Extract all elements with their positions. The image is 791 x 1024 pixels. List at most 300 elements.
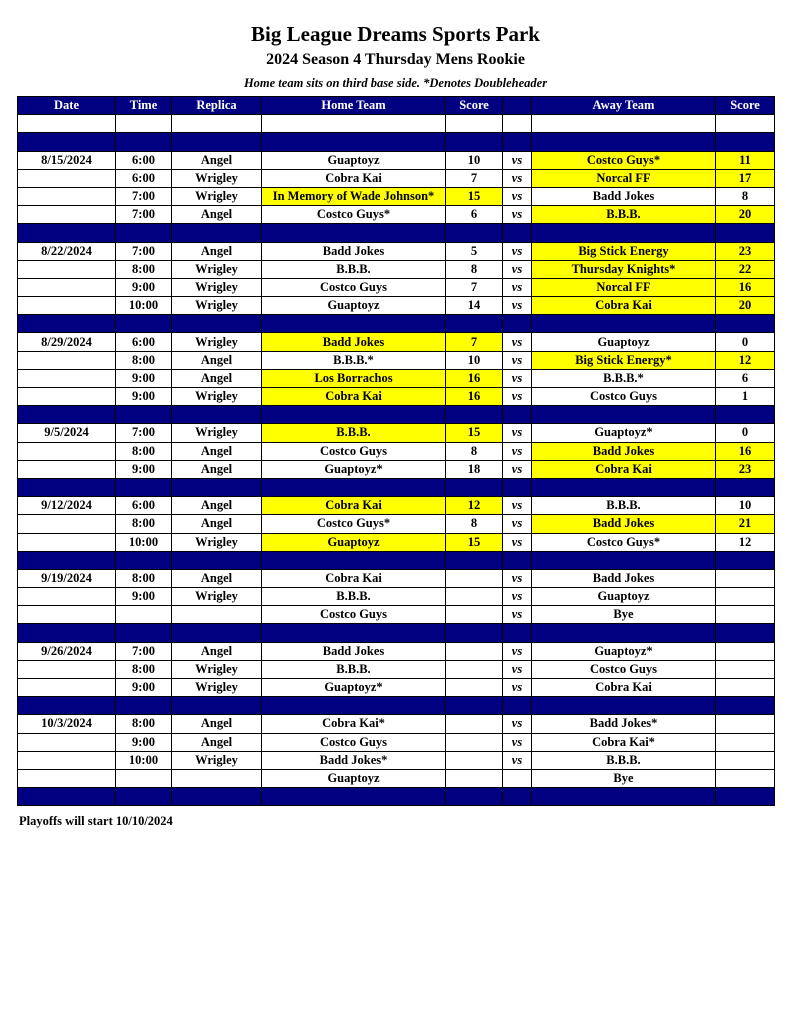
table-row — [18, 751, 775, 769]
home-score-cell — [446, 642, 503, 660]
date-cell — [18, 533, 116, 551]
vs-cell: vs — [503, 442, 532, 460]
date-cell — [18, 515, 116, 533]
home-score-cell — [446, 660, 503, 678]
divider-cell — [446, 315, 503, 333]
home-score-cell: 18 — [446, 460, 503, 478]
divider-cell — [716, 624, 775, 642]
home-score-cell: 6 — [446, 206, 503, 224]
replica-cell: Angel — [172, 642, 262, 660]
page-title: Big League Dreams Sports Park — [251, 22, 540, 46]
home-score-cell: 15 — [446, 533, 503, 551]
date-cell — [18, 187, 116, 205]
home-score-cell — [446, 569, 503, 587]
divider-cell — [172, 315, 262, 333]
table-row — [18, 733, 775, 751]
table-row — [18, 442, 775, 460]
time-cell: 9:00 — [116, 588, 172, 606]
home-team-cell: Cobra Kai — [262, 497, 446, 515]
divider-cell — [18, 224, 116, 242]
away-score-cell — [716, 715, 775, 733]
away-team-cell: Cobra Kai — [532, 460, 716, 478]
away-team-cell: B.B.B.* — [532, 369, 716, 387]
home-team-cell: Costco Guys — [262, 442, 446, 460]
divider-cell — [532, 788, 716, 806]
divider-cell — [116, 224, 172, 242]
divider-cell — [532, 551, 716, 569]
home-score-cell: 8 — [446, 515, 503, 533]
time-cell — [116, 769, 172, 787]
table-row — [18, 606, 775, 624]
replica-cell: Wrigley — [172, 260, 262, 278]
time-cell: 8:00 — [116, 260, 172, 278]
away-team-cell: Norcal FF — [532, 169, 716, 187]
vs-cell: vs — [503, 278, 532, 296]
away-team-cell: Badd Jokes — [532, 442, 716, 460]
away-team-cell: Costco Guys — [532, 660, 716, 678]
away-team-cell: B.B.B. — [532, 206, 716, 224]
away-team-cell: Norcal FF — [532, 278, 716, 296]
home-team-cell: Los Borrachos — [262, 369, 446, 387]
home-team-cell: Cobra Kai — [262, 569, 446, 587]
away-team-cell: Cobra Kai* — [532, 733, 716, 751]
date-cell — [18, 369, 116, 387]
date-cell: 8/29/2024 — [18, 333, 116, 351]
away-score-cell — [716, 606, 775, 624]
week-divider — [18, 697, 775, 715]
home-team-cell: B.B.B. — [262, 260, 446, 278]
week-divider — [18, 788, 775, 806]
divider-cell — [116, 551, 172, 569]
replica-cell: Wrigley — [172, 187, 262, 205]
replica-cell: Wrigley — [172, 533, 262, 551]
home-score-cell: 8 — [446, 442, 503, 460]
schedule-body — [18, 115, 775, 806]
divider-cell — [716, 788, 775, 806]
date-cell — [18, 460, 116, 478]
time-cell: 8:00 — [116, 351, 172, 369]
date-cell: 8/22/2024 — [18, 242, 116, 260]
date-cell: 9/19/2024 — [18, 569, 116, 587]
home-score-cell — [446, 606, 503, 624]
time-cell: 8:00 — [116, 569, 172, 587]
divider-cell — [262, 406, 446, 424]
away-team-cell: Guaptoyz* — [532, 424, 716, 442]
away-score-cell — [716, 751, 775, 769]
away-score-cell: 16 — [716, 442, 775, 460]
away-team-cell: B.B.B. — [532, 497, 716, 515]
away-score-cell: 0 — [716, 333, 775, 351]
divider-cell — [262, 624, 446, 642]
home-score-cell — [446, 769, 503, 787]
away-team-cell: Cobra Kai — [532, 297, 716, 315]
column-header: Score — [446, 97, 503, 115]
divider-cell — [18, 315, 116, 333]
replica-cell: Wrigley — [172, 297, 262, 315]
divider-cell — [18, 624, 116, 642]
away-score-cell: 21 — [716, 515, 775, 533]
week-divider — [18, 133, 775, 151]
divider-cell — [172, 133, 262, 151]
away-team-cell: Guaptoyz — [532, 588, 716, 606]
divider-cell — [262, 315, 446, 333]
table-row — [18, 460, 775, 478]
divider-cell — [446, 551, 503, 569]
date-cell: 8/15/2024 — [18, 151, 116, 169]
replica-cell: Angel — [172, 715, 262, 733]
away-score-cell: 23 — [716, 242, 775, 260]
divider-cell — [446, 133, 503, 151]
away-score-cell: 10 — [716, 497, 775, 515]
vs-cell: vs — [503, 206, 532, 224]
away-score-cell — [716, 733, 775, 751]
time-cell: 9:00 — [116, 369, 172, 387]
home-score-cell — [446, 733, 503, 751]
divider-cell — [503, 478, 532, 496]
time-cell — [116, 606, 172, 624]
table-row — [18, 660, 775, 678]
home-team-cell: Cobra Kai* — [262, 715, 446, 733]
time-cell: 10:00 — [116, 297, 172, 315]
home-team-cell: Guaptoyz* — [262, 460, 446, 478]
divider-cell — [532, 315, 716, 333]
away-score-cell: 20 — [716, 297, 775, 315]
replica-cell: Wrigley — [172, 424, 262, 442]
vs-cell: vs — [503, 297, 532, 315]
date-cell — [18, 278, 116, 296]
home-team-cell: Costco Guys* — [262, 206, 446, 224]
divider-cell — [18, 697, 116, 715]
schedule-note: Home team sits on third base side. *Denotes Doubleheader — [243, 76, 548, 90]
time-cell: 10:00 — [116, 533, 172, 551]
away-team-cell: Costco Guys* — [532, 533, 716, 551]
divider-cell — [532, 224, 716, 242]
vs-cell: vs — [503, 369, 532, 387]
vs-cell: vs — [503, 460, 532, 478]
time-cell: 8:00 — [116, 442, 172, 460]
divider-cell — [172, 788, 262, 806]
date-cell — [18, 442, 116, 460]
vs-cell: vs — [503, 606, 532, 624]
table-row — [18, 333, 775, 351]
table-row — [18, 769, 775, 787]
divider-cell — [172, 406, 262, 424]
week-divider — [18, 551, 775, 569]
table-row — [18, 642, 775, 660]
divider-cell — [503, 224, 532, 242]
divider-cell — [262, 551, 446, 569]
home-team-cell: Guaptoyz — [262, 151, 446, 169]
home-team-cell: Guaptoyz — [262, 769, 446, 787]
divider-cell — [116, 133, 172, 151]
date-cell: 10/3/2024 — [18, 715, 116, 733]
time-cell: 6:00 — [116, 169, 172, 187]
replica-cell: Wrigley — [172, 169, 262, 187]
divider-cell — [446, 224, 503, 242]
replica-cell: Angel — [172, 242, 262, 260]
home-score-cell: 14 — [446, 297, 503, 315]
away-team-cell: Badd Jokes — [532, 187, 716, 205]
home-score-cell: 7 — [446, 278, 503, 296]
divider-cell — [716, 478, 775, 496]
home-score-cell: 10 — [446, 151, 503, 169]
vs-cell: vs — [503, 497, 532, 515]
away-team-cell: Cobra Kai — [532, 679, 716, 697]
table-row — [18, 533, 775, 551]
replica-cell: Wrigley — [172, 333, 262, 351]
vs-cell: vs — [503, 169, 532, 187]
divider-cell — [446, 697, 503, 715]
page-subtitle: 2024 Season 4 Thursday Mens Rookie — [266, 51, 525, 68]
home-team-cell: B.B.B. — [262, 660, 446, 678]
divider-cell — [116, 315, 172, 333]
divider-cell — [716, 315, 775, 333]
home-score-cell: 10 — [446, 351, 503, 369]
column-header — [503, 97, 532, 115]
away-team-cell: Badd Jokes* — [532, 715, 716, 733]
away-score-cell — [716, 769, 775, 787]
vs-cell: vs — [503, 679, 532, 697]
replica-cell: Wrigley — [172, 388, 262, 406]
time-cell: 8:00 — [116, 515, 172, 533]
away-score-cell: 8 — [716, 187, 775, 205]
away-team-cell: Costco Guys* — [532, 151, 716, 169]
divider-cell — [446, 478, 503, 496]
table-row — [18, 497, 775, 515]
away-team-cell: Costco Guys — [532, 388, 716, 406]
divider-cell — [716, 697, 775, 715]
table-row — [18, 351, 775, 369]
away-team-cell: Big Stick Energy — [532, 242, 716, 260]
away-score-cell: 12 — [716, 533, 775, 551]
vs-cell: vs — [503, 515, 532, 533]
home-score-cell — [446, 715, 503, 733]
home-score-cell: 15 — [446, 187, 503, 205]
home-team-cell: B.B.B. — [262, 588, 446, 606]
home-team-cell: In Memory of Wade Johnson* — [262, 187, 446, 205]
table-row — [18, 278, 775, 296]
home-score-cell — [446, 588, 503, 606]
away-score-cell: 6 — [716, 369, 775, 387]
home-team-cell: Costco Guys — [262, 606, 446, 624]
divider-cell — [503, 551, 532, 569]
date-cell — [18, 769, 116, 787]
home-team-cell: Costco Guys — [262, 278, 446, 296]
home-team-cell: Cobra Kai — [262, 169, 446, 187]
table-header-row — [18, 97, 775, 115]
away-score-cell: 20 — [716, 206, 775, 224]
away-score-cell: 0 — [716, 424, 775, 442]
vs-cell: vs — [503, 187, 532, 205]
playoffs-note: Playoffs will start 10/10/2024 — [19, 814, 173, 828]
home-score-cell — [446, 679, 503, 697]
away-team-cell: Guaptoyz* — [532, 642, 716, 660]
replica-cell: Wrigley — [172, 660, 262, 678]
date-cell: 9/12/2024 — [18, 497, 116, 515]
home-score-cell: 7 — [446, 333, 503, 351]
home-team-cell: B.B.B.* — [262, 351, 446, 369]
table-row — [18, 369, 775, 387]
vs-cell: vs — [503, 715, 532, 733]
date-cell: 9/26/2024 — [18, 642, 116, 660]
divider-cell — [503, 315, 532, 333]
replica-cell: Angel — [172, 497, 262, 515]
date-cell — [18, 388, 116, 406]
home-score-cell: 8 — [446, 260, 503, 278]
divider-cell — [716, 224, 775, 242]
divider-cell — [446, 624, 503, 642]
divider-cell — [172, 478, 262, 496]
divider-cell — [262, 224, 446, 242]
date-cell — [18, 588, 116, 606]
date-cell: 9/5/2024 — [18, 424, 116, 442]
divider-cell — [116, 788, 172, 806]
home-team-cell: Guaptoyz — [262, 297, 446, 315]
home-team-cell: Badd Jokes — [262, 333, 446, 351]
divider-cell — [172, 551, 262, 569]
away-team-cell: Guaptoyz — [532, 333, 716, 351]
time-cell: 10:00 — [116, 751, 172, 769]
replica-cell: Angel — [172, 351, 262, 369]
away-score-cell — [716, 569, 775, 587]
home-team-cell: Cobra Kai — [262, 388, 446, 406]
home-team-cell: Guaptoyz — [262, 533, 446, 551]
vs-cell: vs — [503, 733, 532, 751]
divider-cell — [716, 551, 775, 569]
divider-cell — [262, 697, 446, 715]
date-cell — [18, 606, 116, 624]
home-team-cell: Badd Jokes — [262, 642, 446, 660]
divider-cell — [262, 133, 446, 151]
away-score-cell: 1 — [716, 388, 775, 406]
column-header: Replica — [172, 97, 262, 115]
date-cell — [18, 660, 116, 678]
week-divider — [18, 406, 775, 424]
home-score-cell: 12 — [446, 497, 503, 515]
column-header: Away Team — [532, 97, 716, 115]
time-cell: 9:00 — [116, 679, 172, 697]
vs-cell — [503, 769, 532, 787]
divider-cell — [172, 224, 262, 242]
away-score-cell — [716, 660, 775, 678]
replica-cell: Angel — [172, 151, 262, 169]
week-divider — [18, 624, 775, 642]
time-cell: 7:00 — [116, 242, 172, 260]
table-row — [18, 169, 775, 187]
replica-cell: Angel — [172, 369, 262, 387]
home-team-cell: Guaptoyz* — [262, 679, 446, 697]
away-team-cell: B.B.B. — [532, 751, 716, 769]
replica-cell: Angel — [172, 733, 262, 751]
away-team-cell: Bye — [532, 606, 716, 624]
week-divider — [18, 478, 775, 496]
away-score-cell — [716, 679, 775, 697]
week-divider — [18, 315, 775, 333]
divider-cell — [532, 478, 716, 496]
divider-cell — [446, 788, 503, 806]
home-team-cell: Costco Guys* — [262, 515, 446, 533]
divider-cell — [172, 624, 262, 642]
replica-cell — [172, 606, 262, 624]
table-row — [18, 242, 775, 260]
divider-cell — [532, 697, 716, 715]
vs-cell: vs — [503, 642, 532, 660]
divider-cell — [532, 406, 716, 424]
replica-cell: Angel — [172, 569, 262, 587]
table-row — [18, 187, 775, 205]
replica-cell: Angel — [172, 442, 262, 460]
date-cell — [18, 169, 116, 187]
divider-cell — [503, 788, 532, 806]
divider-cell — [18, 788, 116, 806]
vs-cell: vs — [503, 533, 532, 551]
home-team-cell: Badd Jokes — [262, 242, 446, 260]
date-cell — [18, 206, 116, 224]
divider-cell — [503, 133, 532, 151]
time-cell: 6:00 — [116, 497, 172, 515]
away-team-cell: Badd Jokes — [532, 515, 716, 533]
replica-cell: Angel — [172, 206, 262, 224]
away-score-cell: 17 — [716, 169, 775, 187]
vs-cell: vs — [503, 569, 532, 587]
replica-cell: Wrigley — [172, 679, 262, 697]
divider-cell — [18, 406, 116, 424]
table-row — [18, 260, 775, 278]
table-row — [18, 424, 775, 442]
column-header: Time — [116, 97, 172, 115]
table-row — [18, 679, 775, 697]
replica-cell: Wrigley — [172, 278, 262, 296]
table-row — [18, 297, 775, 315]
vs-cell: vs — [503, 588, 532, 606]
time-cell: 9:00 — [116, 460, 172, 478]
column-header: Home Team — [262, 97, 446, 115]
table-row — [18, 715, 775, 733]
divider-cell — [116, 624, 172, 642]
divider-cell — [18, 551, 116, 569]
divider-cell — [503, 697, 532, 715]
home-team-cell: Costco Guys — [262, 733, 446, 751]
away-score-cell: 23 — [716, 460, 775, 478]
divider-cell — [503, 406, 532, 424]
vs-cell: vs — [503, 260, 532, 278]
replica-cell — [172, 769, 262, 787]
divider-cell — [18, 133, 116, 151]
vs-cell: vs — [503, 351, 532, 369]
column-header: Score — [716, 97, 775, 115]
time-cell: 9:00 — [116, 733, 172, 751]
divider-cell — [18, 478, 116, 496]
divider-cell — [532, 624, 716, 642]
divider-cell — [532, 133, 716, 151]
time-cell: 8:00 — [116, 660, 172, 678]
divider-cell — [716, 133, 775, 151]
replica-cell: Angel — [172, 515, 262, 533]
home-score-cell: 15 — [446, 424, 503, 442]
date-cell — [18, 679, 116, 697]
home-score-cell: 16 — [446, 388, 503, 406]
away-score-cell: 22 — [716, 260, 775, 278]
home-team-cell: Badd Jokes* — [262, 751, 446, 769]
time-cell: 7:00 — [116, 424, 172, 442]
away-team-cell: Badd Jokes — [532, 569, 716, 587]
away-score-cell: 11 — [716, 151, 775, 169]
divider-cell — [172, 697, 262, 715]
time-cell: 7:00 — [116, 187, 172, 205]
vs-cell: vs — [503, 151, 532, 169]
away-team-cell: Thursday Knights* — [532, 260, 716, 278]
vs-cell: vs — [503, 424, 532, 442]
